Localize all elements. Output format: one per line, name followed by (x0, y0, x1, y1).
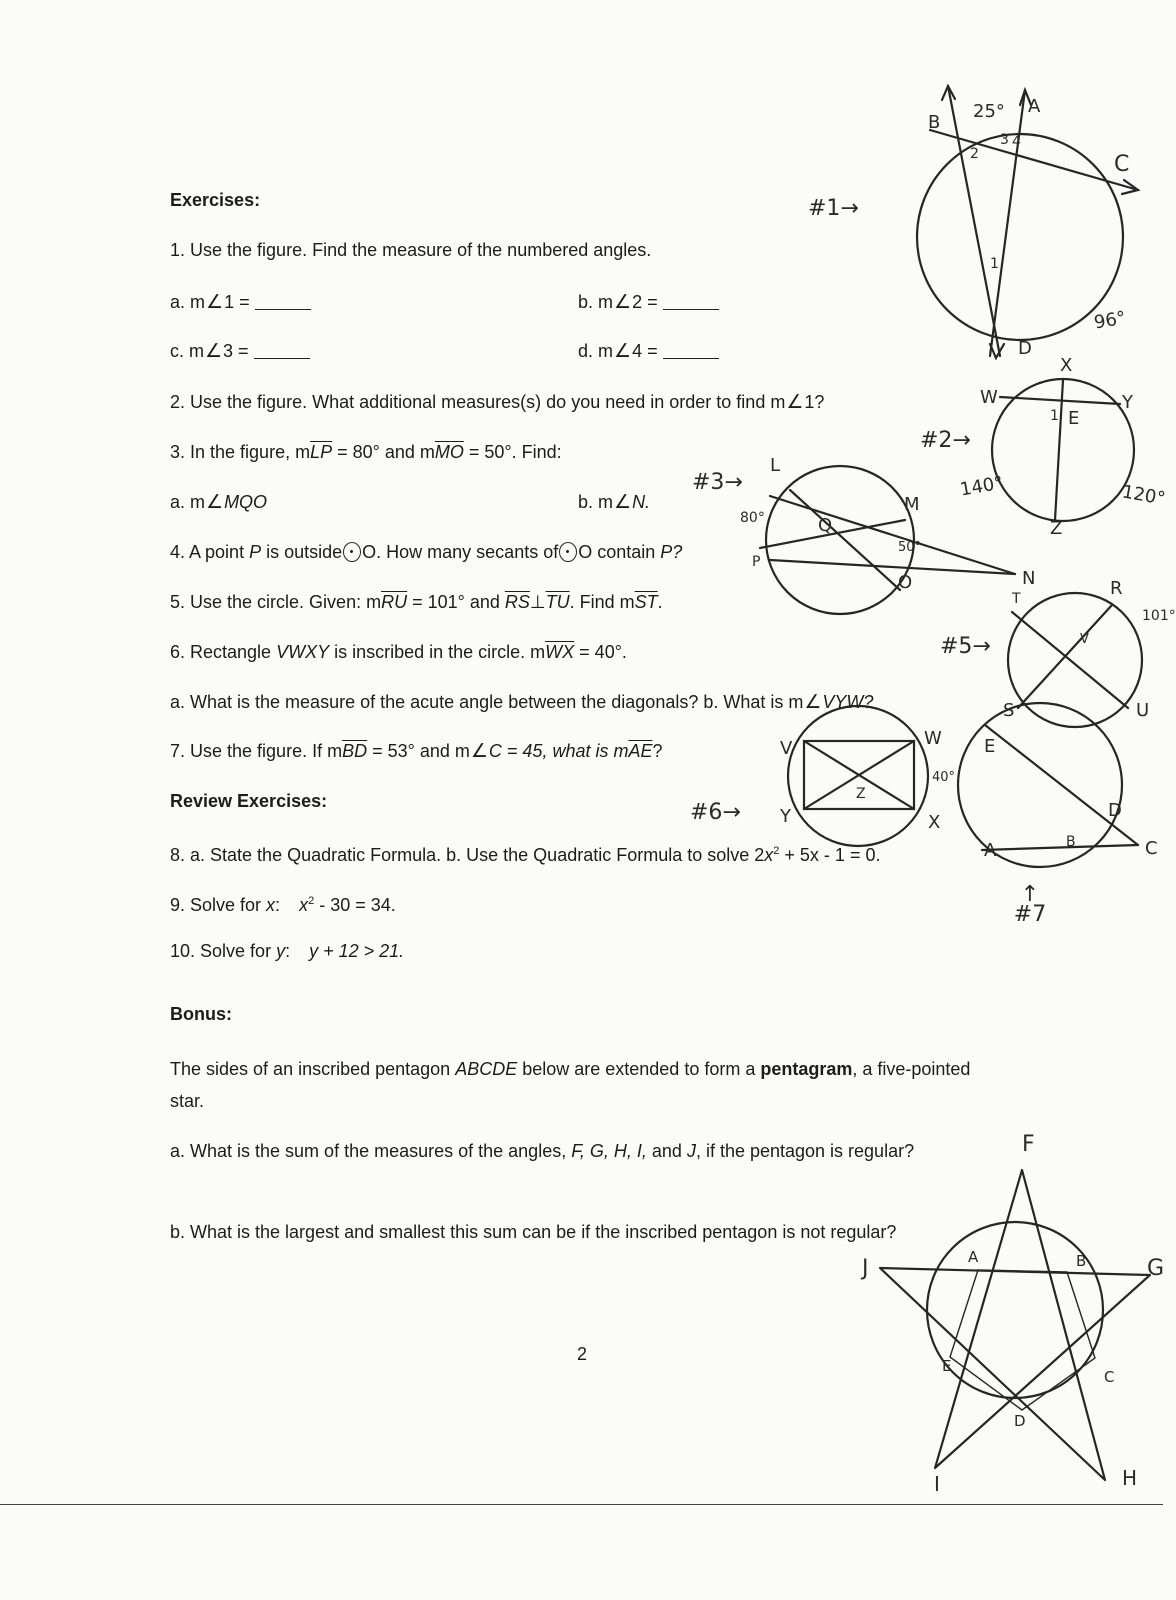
fig7-secant-ec (985, 725, 1138, 845)
bonus-p1-end: , a five-pointed star. (170, 1059, 971, 1111)
fig3-tag: #3→ (692, 470, 743, 495)
bonus-p1-prefix: The sides of an inscribed pentagon (170, 1059, 456, 1079)
question-1: 1. Use the figure. Find the measure of the numbered angles. (170, 240, 652, 260)
fig1-line-bd (948, 86, 1000, 356)
pentagram (880, 1170, 1150, 1480)
fig2-label-w: W (980, 387, 998, 408)
fig1-angle-2: 2 (970, 146, 979, 162)
q6ab-text: a. What is the measure of the acute angle between the diagonals? b. What is m (170, 692, 804, 712)
star-label-h: H (1122, 1466, 1138, 1490)
fig3-label-l: L (770, 455, 781, 476)
q3-prefix: 3. In the figure, m (170, 442, 311, 462)
q4-point: P (249, 542, 262, 562)
q6-middle: is inscribed in the circle. m (329, 642, 546, 662)
fig5-chord-tu (1012, 612, 1128, 708)
fig7-label-c: C (1145, 838, 1158, 859)
fig2-arc-140: 140° (958, 472, 1005, 501)
arc-st: $\overline{ST}$ (634, 592, 658, 612)
pentagon-name: ABCDE (455, 1059, 518, 1079)
q2-end: 1? (804, 392, 825, 412)
fig3-label-n: N (1022, 568, 1036, 589)
fig7-label-a: A (984, 840, 997, 861)
fig3-chord-pm (760, 520, 905, 548)
fig3-label-p: P (752, 554, 761, 570)
q1a-number: 1 = (224, 292, 250, 312)
fig2-tag: #2→ (920, 428, 971, 453)
q9-eq-x: x (299, 895, 309, 915)
fig2-label-z: Z (1050, 518, 1063, 539)
q5-prefix: 5. Use the circle. Given: m (170, 592, 382, 612)
q5-middle: = 101° and (412, 592, 505, 612)
fig3-label-m: M (904, 494, 920, 515)
q7-middle: = 53° and m (367, 741, 470, 761)
fig5-tag: #5→ (940, 634, 991, 659)
q8-end: + 5x - 1 = 0. (779, 845, 881, 865)
bonus-question-b: b. What is the largest and smallest this sum can be if the inscribed pentagon is not regular? (170, 1222, 897, 1242)
fig2-label-e: E (1068, 408, 1080, 429)
bonus-qa-prefix: a. What is the sum of the measures of the angles, (170, 1141, 572, 1161)
fig2-angle-1: 1 (1050, 408, 1059, 424)
angle-symbol-icon: ∠ (804, 692, 822, 713)
q7-c: C = 45, what is m (488, 741, 629, 761)
fig7-circle (958, 703, 1122, 867)
angle-symbol-icon: ∠ (614, 292, 632, 313)
fig6-label-v: V (780, 738, 793, 759)
q3a-angle: MQO (224, 492, 268, 512)
bonus-qa-vars: F, G, H, I, (571, 1141, 647, 1161)
fig1-tag: #1→ (808, 196, 859, 221)
fig5-label-t: T (1012, 591, 1021, 607)
fig5-label-v: V (1080, 632, 1089, 647)
fig6-label-x: X (928, 812, 941, 833)
q6-prefix: 6. Rectangle (170, 642, 277, 662)
fig1-label-d: D (1018, 338, 1032, 359)
fig3-label-o: O (898, 572, 913, 593)
fig2-arc-120: 120° (1120, 481, 1167, 510)
q1a-prefix: a. m (170, 292, 206, 312)
q10-equation: y + 12 > 21. (309, 941, 405, 961)
q5-end: . (657, 592, 663, 612)
angle-symbol-icon: ∠ (206, 492, 224, 513)
q1c-number: 3 = (223, 341, 249, 361)
bonus-qa-j: J (686, 1141, 696, 1161)
review-heading: Review Exercises: (170, 791, 328, 811)
segment-tu: $\overline{TU}$ (545, 592, 570, 612)
fig1-label-a: A (1028, 96, 1041, 117)
fig1-line-ad (990, 90, 1025, 356)
fig2-label-y: Y (1122, 392, 1133, 413)
star-label-g: G (1147, 1256, 1165, 1281)
angle-symbol-icon: ∠ (614, 492, 632, 513)
fig7-label-e: E (984, 736, 996, 757)
fig1-angle-25: 25° (973, 101, 1005, 122)
q9-exponent: 2 (308, 895, 315, 907)
segment-rs: $\overline{RS}$ (504, 592, 530, 612)
q6ab-angle: VYW? (822, 692, 874, 712)
q4-part2: O. How many secants of (362, 542, 559, 562)
fig6-label-z: Z (856, 786, 866, 802)
q3b-prefix: b. m (578, 492, 614, 512)
fig1-angle-3: 3 (1000, 132, 1009, 148)
bonus-p1-middle: below are extended to form a (517, 1059, 761, 1079)
perpendicular-symbol-icon: ⊥ (529, 592, 546, 612)
fig7-label-d: D (1108, 800, 1122, 821)
fig6-tag: #6→ (690, 800, 741, 825)
angle-symbol-icon: ∠ (206, 292, 224, 313)
star-label-i: I (934, 1472, 940, 1496)
fig5-chord-rs (1018, 605, 1112, 708)
fig1-angle-1: 1 (990, 256, 999, 272)
pentagram-term: pentagram (760, 1059, 853, 1079)
q1b-number: 2 = (632, 292, 658, 312)
star-label-e: E (942, 1357, 952, 1375)
fig3-arc-80: 80° (740, 510, 765, 526)
arc-ae: $\overline{AE}$ (628, 741, 653, 761)
star-label-f: F (1022, 1132, 1035, 1157)
q3-middle: = 80° and m (337, 442, 435, 462)
q9-equation: - 30 = 34. (314, 895, 396, 915)
fig3-circle (766, 466, 914, 614)
q7-end: ? (652, 741, 663, 761)
q1d-prefix: d. m (578, 341, 614, 361)
bonus-heading: Bonus: (170, 1004, 232, 1024)
arc-wx: $\overline{WX}$ (545, 642, 575, 662)
fig6-label-y: Y (780, 806, 791, 827)
q7-prefix: 7. Use the figure. If m (170, 741, 343, 761)
fig3-arc-50: 50° (898, 540, 922, 555)
fig6-arc-40: 40° (932, 770, 956, 785)
q6-end: = 40°. (574, 642, 627, 662)
star-label-c: C (1104, 1368, 1115, 1386)
q1c-prefix: c. m (170, 341, 204, 361)
fig5-arc-101: 101° (1142, 608, 1176, 624)
fig5-label-s: S (1003, 700, 1015, 721)
q1b-prefix: b. m (578, 292, 614, 312)
q3a-prefix: a. m (170, 492, 206, 512)
angle-symbol-icon: ∠ (786, 392, 804, 413)
arc-mo: $\overline{MO}$ (434, 442, 464, 462)
q4-part3: O contain (578, 542, 661, 562)
fig2-chord-wy (1000, 397, 1120, 404)
arc-lp: $\overline{LP}$ (310, 442, 333, 462)
bonus-qa-end: , if the pentagon is regular? (695, 1141, 915, 1161)
fig6-label-w: W (924, 728, 942, 749)
fig2-label-x: X (1060, 355, 1073, 376)
q5-find: . Find m (569, 592, 635, 612)
bonus-qa-and: and (646, 1141, 687, 1161)
fig5-circle (1008, 593, 1142, 727)
q4-prefix: 4. A point (170, 542, 250, 562)
page-number: 2 (577, 1344, 588, 1364)
angle-symbol-icon: ∠ (614, 341, 632, 362)
q8-text: 8. a. State the Quadratic Formula. b. Use the Quadratic Formula to solve 2 (170, 845, 765, 865)
q4-middle: is outside (261, 542, 343, 562)
q1d-number: 4 = (632, 341, 658, 361)
q8-x: x (764, 845, 774, 865)
fig1-label-b: B (928, 112, 941, 133)
q2-text: 2. Use the figure. What additional measures(s) do you need in order to find m (170, 392, 786, 412)
q6-rect-name: VWXY (276, 642, 330, 662)
fig1-arc-96: 96° (1092, 307, 1128, 334)
star-label-j: J (862, 1256, 869, 1281)
q3-end: = 50°. Find: (468, 442, 562, 462)
arc-ru: $\overline{RU}$ (381, 592, 408, 612)
fig3-label-q: Q (818, 515, 833, 536)
q9-prefix: 9. Solve for (170, 895, 267, 915)
star-label-d: D (1014, 1412, 1026, 1430)
q4-point2: P? (660, 542, 683, 562)
q10-colon: : (285, 941, 291, 961)
fig1-angle-4: 4 (1012, 134, 1021, 150)
exercises-heading: Exercises: (170, 190, 261, 210)
angle-symbol-icon: ∠ (470, 741, 488, 762)
fig7-label-b: B (1066, 834, 1076, 850)
fig7-tag: ↑ #7 (1013, 882, 1047, 927)
q8-exponent: 2 (773, 845, 780, 857)
q9-var: x (266, 895, 276, 915)
q3b-angle: N. (632, 492, 651, 512)
q10-prefix: 10. Solve for (170, 941, 277, 961)
fig5-label-r: R (1110, 578, 1123, 599)
fig1-circle (917, 134, 1123, 340)
angle-symbol-icon: ∠ (205, 341, 223, 362)
fig1-label-c: C (1114, 152, 1130, 177)
star-label-a: A (968, 1248, 979, 1266)
star-label-b: B (1076, 1252, 1087, 1270)
q9-colon: : (275, 895, 281, 915)
fig5-label-u: U (1136, 700, 1150, 721)
q10-var: y (276, 941, 286, 961)
fig7-secant-ac (982, 845, 1138, 850)
arc-bd: $\overline{BD}$ (342, 741, 368, 761)
